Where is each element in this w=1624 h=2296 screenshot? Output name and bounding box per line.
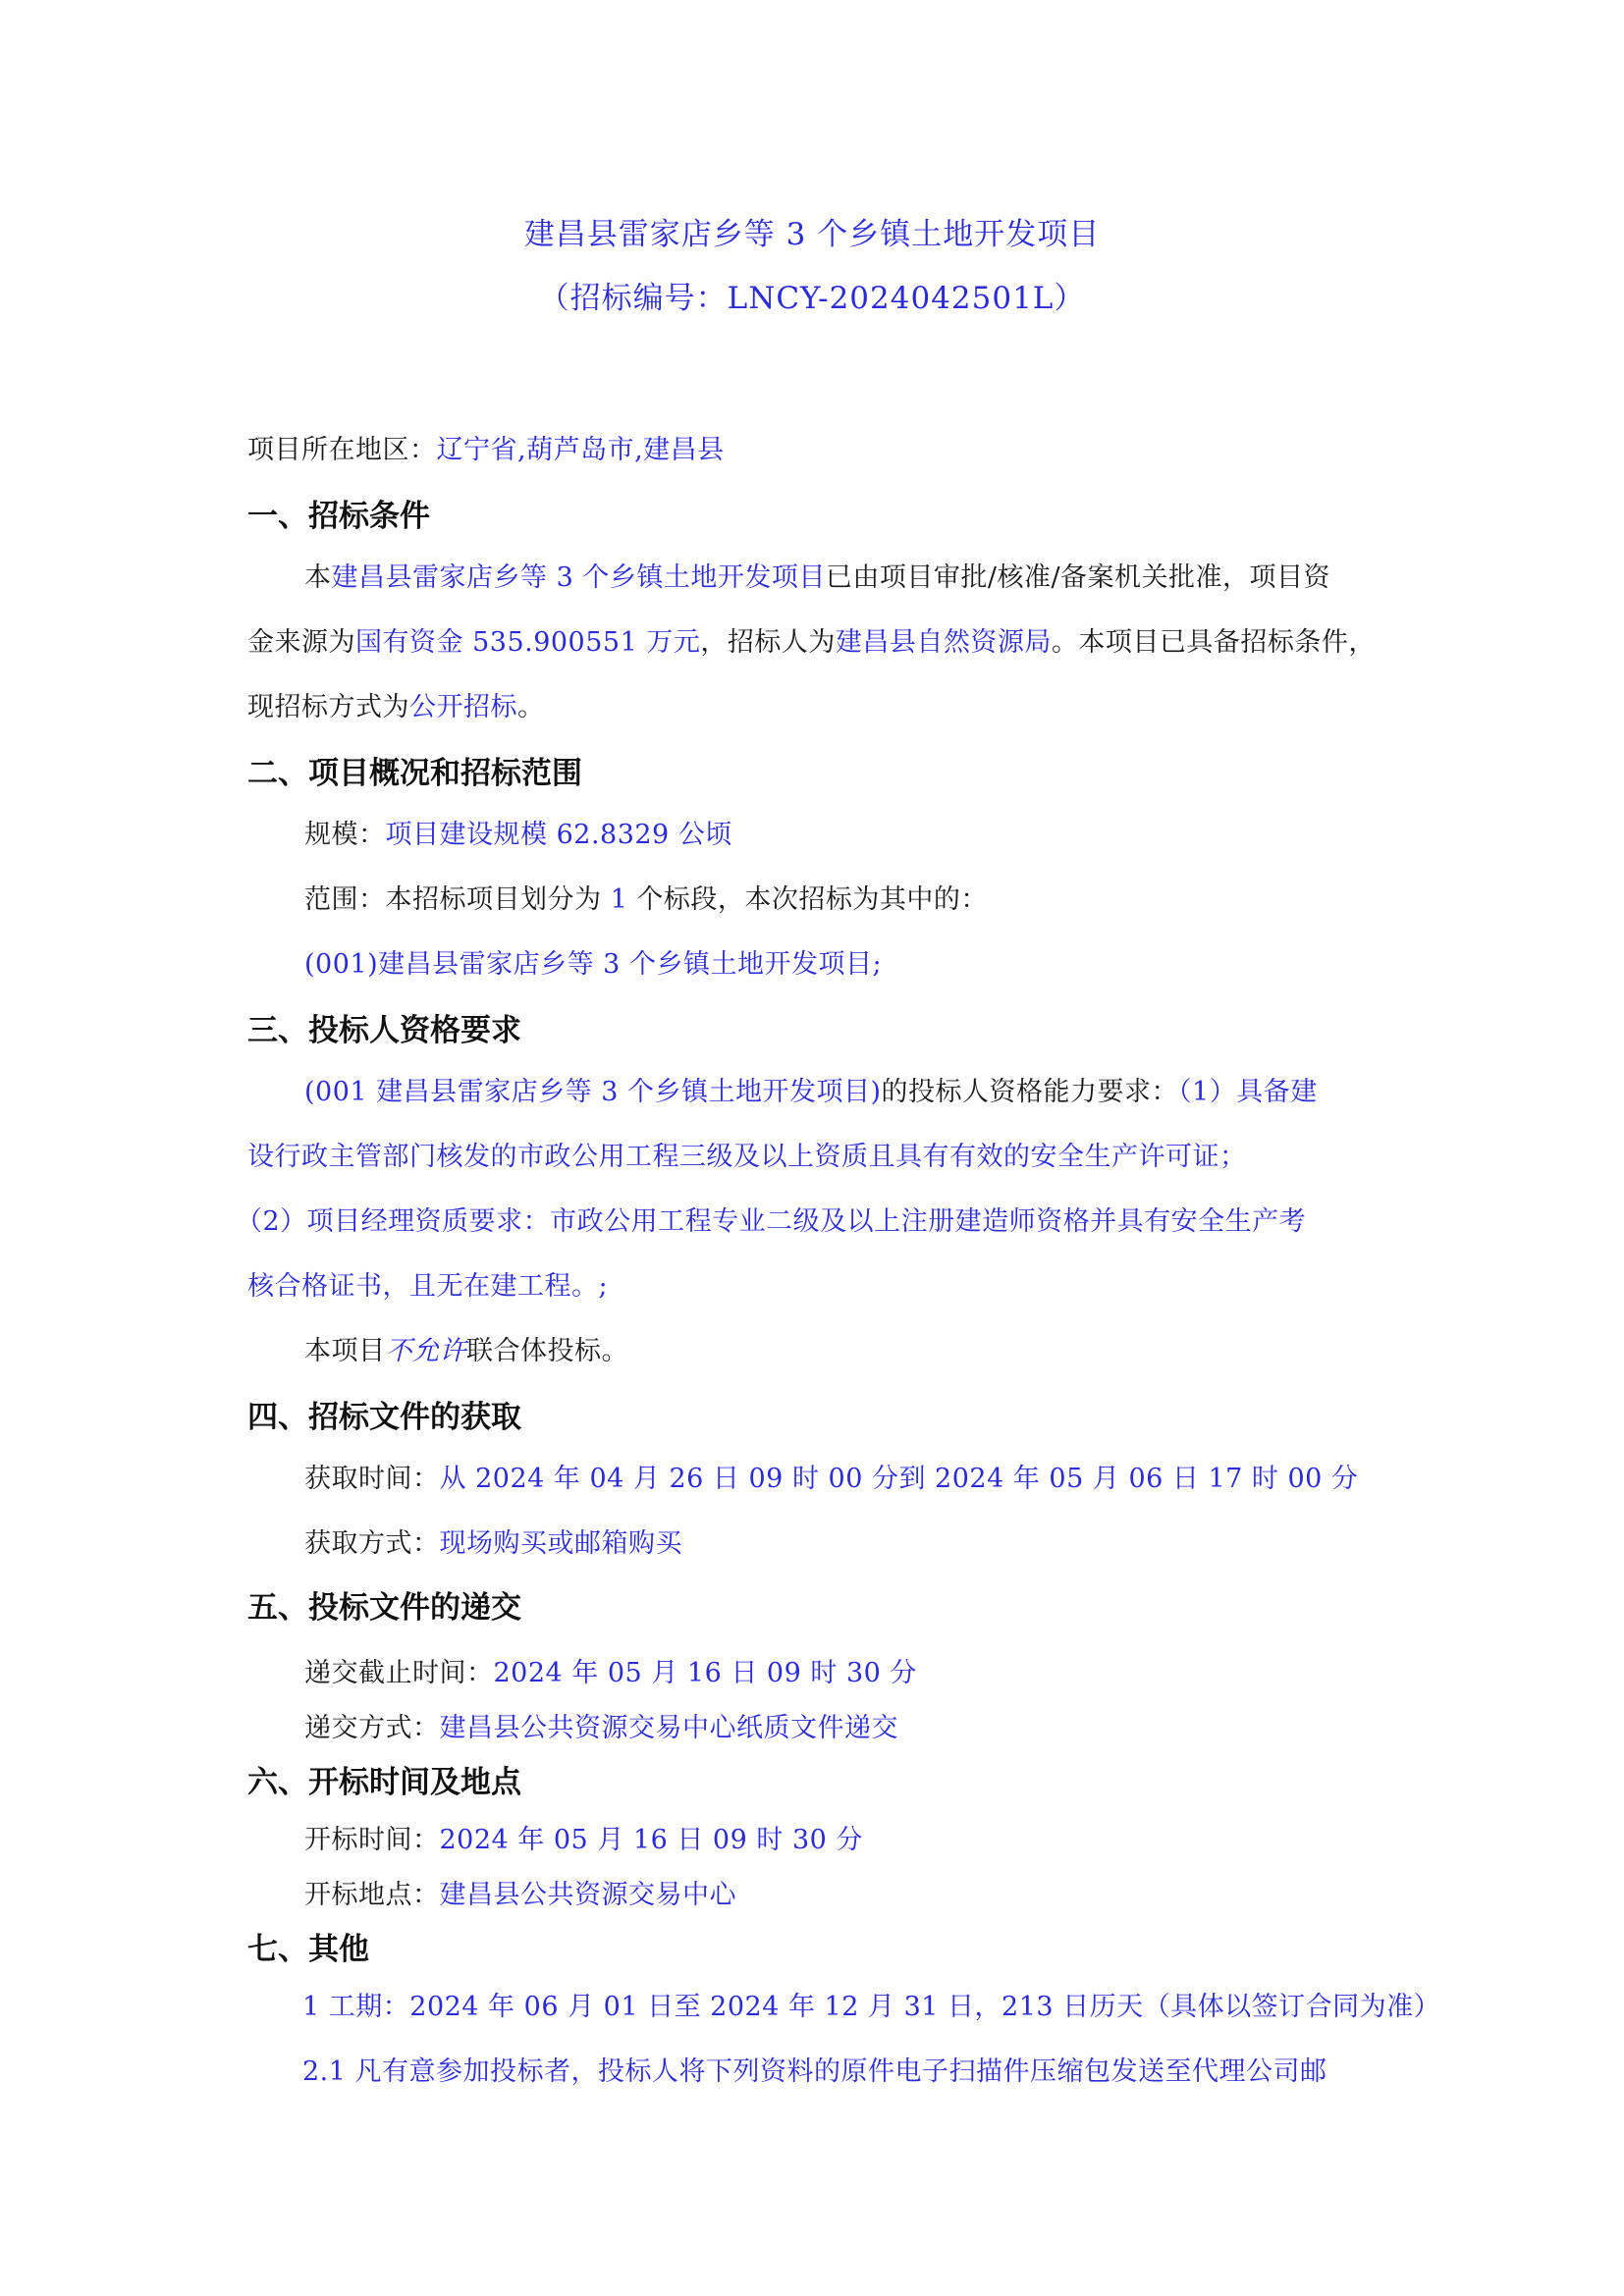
s1-line-2 <box>247 620 1376 659</box>
s3-line-4: 核合格证书，且无在建工程。; <box>247 1271 609 1302</box>
submit-method-value: 建昌县公共资源交易中心纸质文件递交 <box>439 1713 898 1743</box>
location-line <box>247 428 725 466</box>
s1-line-1 <box>304 556 1330 594</box>
deadline-value: 2024 年 05 月 16 日 09 时 30 分 <box>493 1658 917 1688</box>
s1-text: 现招标方式为 <box>247 692 409 722</box>
scale-value: 项目建设规模 62.8329 公顷 <box>385 820 732 850</box>
submit-method-label: 递交方式： <box>304 1713 440 1743</box>
scale-line <box>304 813 732 851</box>
obtain-method-line <box>304 1522 682 1560</box>
consortium-line <box>304 1329 628 1367</box>
obtain-time-label: 获取时间： <box>304 1464 440 1494</box>
tender-code: （招标编号：LNCY-2024042501L） <box>538 281 1086 316</box>
consortium-text: 联合体投标。 <box>466 1336 628 1366</box>
scale-label: 规模： <box>304 820 386 850</box>
submit-method-line <box>304 1706 898 1744</box>
s3-text: 的投标人资格能力要求： <box>881 1077 1179 1107</box>
tender-method: 公开招标 <box>409 692 517 722</box>
range-line <box>304 878 988 916</box>
section-1-heading: 一、招标条件 <box>247 499 430 534</box>
s1-text: 。本项目已具备招标条件， <box>1051 627 1376 658</box>
s1-text: 。 <box>517 692 545 722</box>
s1-text: 金来源为 <box>247 627 355 658</box>
range-text: 范围：本招标项目划分为 <box>304 884 602 915</box>
doc-title: 建昌县雷家店乡等 3 个乡镇土地开发项目 <box>523 217 1101 252</box>
obtain-time-value: 从 2024 年 04 月 26 日 09 时 00 分到 2024 年 05 月 06 日 17 时 00 分 <box>439 1464 1359 1494</box>
opening-time-label: 开标时间： <box>304 1825 440 1855</box>
opening-place-value: 建昌县公共资源交易中心 <box>439 1880 736 1910</box>
section-6-heading: 六、开标时间及地点 <box>247 1765 521 1800</box>
consortium-value: 不允许 <box>385 1336 466 1366</box>
lot-count: 1 <box>610 884 628 915</box>
section-5-heading: 五、投标文件的递交 <box>247 1590 521 1626</box>
fund-source: 国有资金 535.900551 万元 <box>355 627 701 658</box>
obtain-method-value: 现场购买或邮箱购买 <box>439 1528 682 1559</box>
opening-place-label: 开标地点： <box>304 1880 440 1910</box>
section-2-heading: 二、项目概况和招标范围 <box>247 756 582 791</box>
opening-time-line <box>304 1818 863 1856</box>
opening-time-value: 2024 年 05 月 16 日 09 时 30 分 <box>439 1825 863 1855</box>
other-line-1: 1 工期：2024 年 06 月 01 日至 2024 年 12 月 31 日，213 日历天（具体以签订合同为准） <box>302 1992 1441 2022</box>
project-name: 建昌县雷家店乡等 3 个乡镇土地开发项目 <box>331 562 826 593</box>
section-3-heading: 三、投标人资格要求 <box>247 1013 521 1048</box>
location-label: 项目所在地区： <box>247 435 437 465</box>
s1-text: ，招标人为 <box>700 627 836 658</box>
section-4-heading: 四、招标文件的获取 <box>247 1400 521 1435</box>
section-7-heading: 七、其他 <box>247 1932 369 1967</box>
lot-line: (001)建昌县雷家店乡等 3 个乡镇土地开发项目; <box>304 949 883 980</box>
obtain-method-label: 获取方式： <box>304 1528 440 1559</box>
location-value: 辽宁省,葫芦岛市,建昌县 <box>436 435 725 465</box>
consortium-text: 本项目 <box>304 1336 386 1366</box>
s1-text: 已由项目审批/核准/备案机关批准，项目资 <box>825 562 1331 593</box>
deadline-label: 递交截止时间： <box>304 1658 494 1688</box>
s3-line-3: （2）项目经理资质要求：市政公用工程专业二级及以上注册建造师资格并具有安全生产考 <box>236 1206 1307 1237</box>
range-text: 个标段，本次招标为其中的： <box>636 884 988 915</box>
opening-place-line <box>304 1873 736 1911</box>
obtain-time-line <box>304 1457 1358 1495</box>
s3-line-2: 设行政主管部门核发的市政公用工程三级及以上资质且具有有效的安全生产许可证； <box>247 1142 1247 1172</box>
deadline-line <box>304 1651 917 1689</box>
s3-line-1 <box>304 1070 1318 1108</box>
s1-text: 本 <box>304 562 332 593</box>
s3-requirement: （1）具备建 <box>1178 1077 1318 1107</box>
s1-line-3 <box>247 685 545 723</box>
other-line-2: 2.1 凡有意参加投标者，投标人将下列资料的原件电子扫描件压缩包发送至代理公司邮 <box>302 2056 1327 2087</box>
lot-ref: (001 建昌县雷家店乡等 3 个乡镇土地开发项目) <box>304 1077 882 1107</box>
tenderer: 建昌县自然资源局 <box>835 627 1052 658</box>
